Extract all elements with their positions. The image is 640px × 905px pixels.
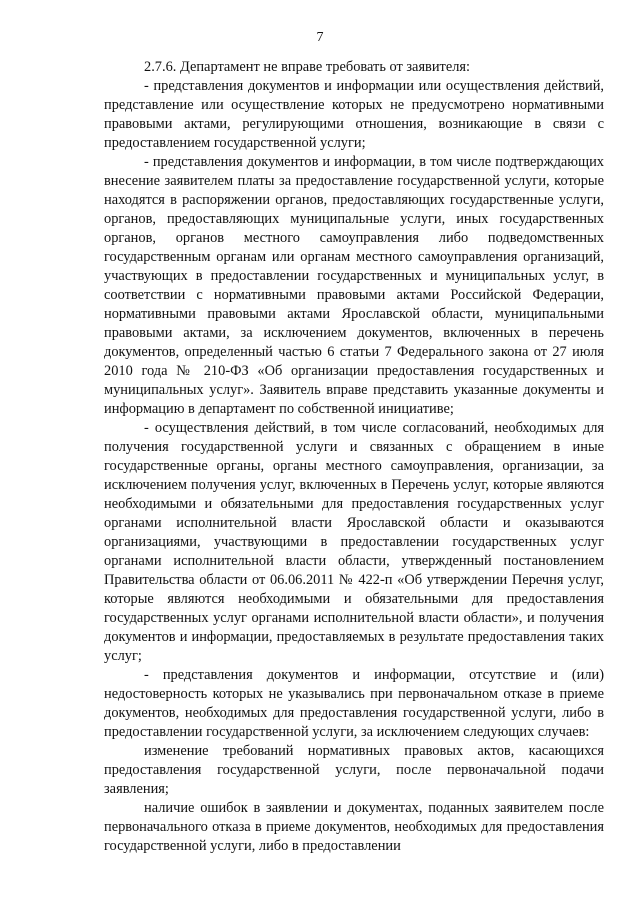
paragraph-item: - осуществления действий, в том числе согласований, необходимых для получения государственной услуги и связанных с обращением в иные государственные органы, органы местного самоуправления, организации, за исключением получения услуг, включенных в Перечень услуг, которые являются необходимыми и обязательными для предоставления государственных услуг органами исполнительной власти Ярославской области и оказываются организациями, участвующими в предоставлении государственных услуг органами исполнительной власти области, утвержденный постановлением Правительства области от 06.06.2011 № 422-п «Об утверждении Перечня услуг, которые являются необходимыми и обязательными для предоставления государственных услуг органами исполнительной власти области», и получения документов и информации, предоставляемых в результате предоставления таких услуг; [104, 420, 604, 664]
paragraph-item: изменение требований нормативных правовых актов, касающихся предоставления государственной услуги, после первоначальной подачи заявления; [104, 743, 604, 797]
paragraph-item: - представления документов и информации, отсутствие и (или) недостоверность которых не указывались при первоначальном отказе в приеме документов, необходимых для предоставления государственной услуги, либо в предоставлении государственной услуги, за исключением следующих случаев: [104, 667, 604, 740]
paragraph-item: - представления документов и информации или осуществления действий, представление или осуществление которых не предусмотрено нормативными правовыми актами, регулирующими отношения, возникающие в связи с предоставлением государственной услуги; [104, 78, 604, 151]
page-number: 7 [316, 30, 324, 45]
document-body [104, 58, 604, 856]
paragraph-item: наличие ошибок в заявлении и документах, поданных заявителем после первоначального отказа в приеме документов, необходимых для предоставления государственной услуги, либо в предоставлении [104, 800, 604, 854]
paragraph-item: - представления документов и информации, в том числе подтверждающих внесение заявителем платы за предоставление государственной услуги, которые находятся в распоряжении органов, предоставляющих государственные услуги, органов, предоставляющих муниципальные услуги, иных государственных органов, органов местного самоуправления либо подведомственных государственным органам или органам местного самоуправления организаций, участвующих в предоставлении государственных и муниципальных услуг, в соответствии с нормативными правовыми актами Российской Федерации, нормативными правовыми актами Ярославской области, муниципальными правовыми актами, за исключением документов, включенных в перечень документов, определенный частью 6 статьи 7 Федерального закона от 27 июля 2010 года № 210-ФЗ «Об организации предоставления государственных и муниципальных услуг». Заявитель вправе представить указанные документы и информацию в департамент по собственной инициативе; [104, 154, 604, 417]
section-heading-paragraph: 2.7.6. Департамент не вправе требовать от заявителя: [144, 59, 471, 75]
